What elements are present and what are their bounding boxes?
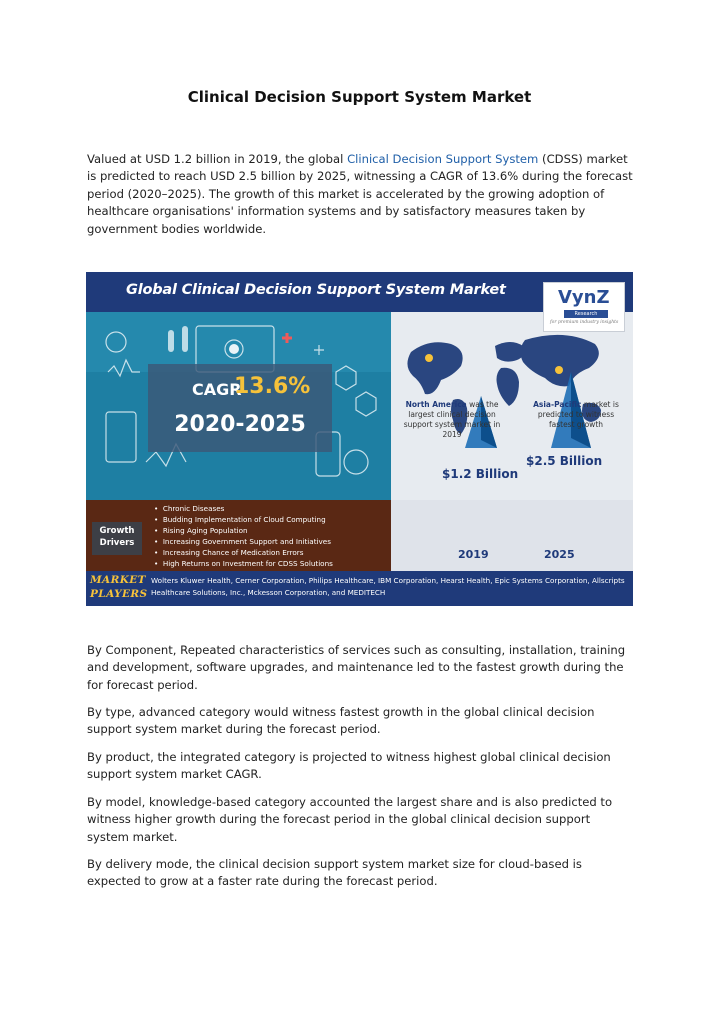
infographic-title: Global Clinical Decision Support System Market bbox=[126, 282, 506, 298]
north-america-text: was the largest clinical decision support system market in 2019 bbox=[403, 400, 501, 439]
intro-paragraph bbox=[87, 151, 635, 238]
asia-pacific-text: market is predicted to witness fastest growth bbox=[537, 400, 619, 429]
logo-tagline: for premium industry insights bbox=[550, 320, 619, 325]
growth-driver-item: • High Returns on Investment for CDSS Solutions bbox=[154, 559, 333, 570]
cagr-box bbox=[148, 364, 332, 452]
body-paragraph: By delivery mode, the clinical decision support system market size for cloud-based is expected to grow at a faster rate during the forecast period. bbox=[87, 857, 582, 889]
body-paragraph: By model, knowledge-based category accounted the largest share and is also predicted to witness higher growth during the forecast period in the global clinical decision support system market. bbox=[87, 795, 613, 844]
body-paragraph: By Component, Repeated characteristics of services such as consulting, installation, training and development, software upgrades, and maintenance led to the fastest growth during the for forecast period. bbox=[87, 643, 626, 692]
cdss-link[interactable]: Clinical Decision Support System bbox=[347, 152, 539, 166]
year-2019-label: 2019 bbox=[458, 548, 489, 561]
north-america-label: North America bbox=[405, 400, 467, 409]
vynz-logo bbox=[543, 282, 625, 332]
market-players-bar bbox=[86, 571, 633, 606]
cagr-value: 13.6% bbox=[234, 374, 311, 399]
logo-sub: Research bbox=[564, 310, 608, 318]
infographic bbox=[86, 272, 633, 606]
value-2025: $2.5 Billion bbox=[526, 454, 603, 468]
growth-driver-item: • Rising Aging Population bbox=[154, 526, 333, 537]
growth-drivers-label: Growth Drivers bbox=[92, 522, 142, 555]
body-paragraph: By type, advanced category would witness fastest growth in the global clinical decision support system market during the forecast period. bbox=[87, 705, 595, 737]
cagr-years: 2020-2025 bbox=[174, 412, 306, 437]
asia-pacific-label: Asia-Pacific bbox=[533, 400, 582, 409]
north-america-note bbox=[399, 400, 505, 440]
intro-text-end: (CDSS) market is predicted to reach USD 2.5 billion by 2025, witnessing a CAGR of 13.6% during the forecast period (2020–2025). The growth of this market is accelerated by the growing adoption of healthcare organisations' information systems and by satisfactory measures taken by government bodies worldwide. bbox=[87, 152, 633, 236]
growth-drivers-panel bbox=[86, 500, 391, 571]
intro-text-start: Valued at USD 1.2 billion in 2019, the global bbox=[87, 152, 348, 166]
body-paragraph: By product, the integrated category is projected to witness highest global clinical decision support system market CAGR. bbox=[87, 750, 611, 782]
growth-driver-item: • Chronic Diseases bbox=[154, 504, 333, 515]
growth-driver-item: • Budding Implementation of Cloud Computing bbox=[154, 515, 333, 526]
page-title: Clinical Decision Support System Market bbox=[187, 88, 532, 106]
growth-driver-item: • Increasing Chance of Medication Errors bbox=[154, 548, 333, 559]
asia-pacific-note bbox=[524, 400, 628, 430]
logo-text: VynZ bbox=[558, 287, 610, 308]
market-players-text: Wolters Kluwer Health, Cerner Corporation, Philips Healthcare, IBM Corporation, Hearst Health, Epic Systems Corporation, Allscripts Healthcare Solutions, Inc., Mckesson Corporation, and MEDITECH bbox=[151, 576, 625, 597]
value-2019: $1.2 Billion bbox=[442, 467, 519, 481]
year-2025-label: 2025 bbox=[544, 548, 575, 561]
cagr-label: CAGR bbox=[192, 380, 242, 399]
growth-driver-item: • Increasing Government Support and Initiatives bbox=[154, 537, 333, 548]
growth-drivers-list bbox=[154, 504, 333, 569]
market-players-label: MARKET PLAYERS bbox=[90, 574, 148, 600]
